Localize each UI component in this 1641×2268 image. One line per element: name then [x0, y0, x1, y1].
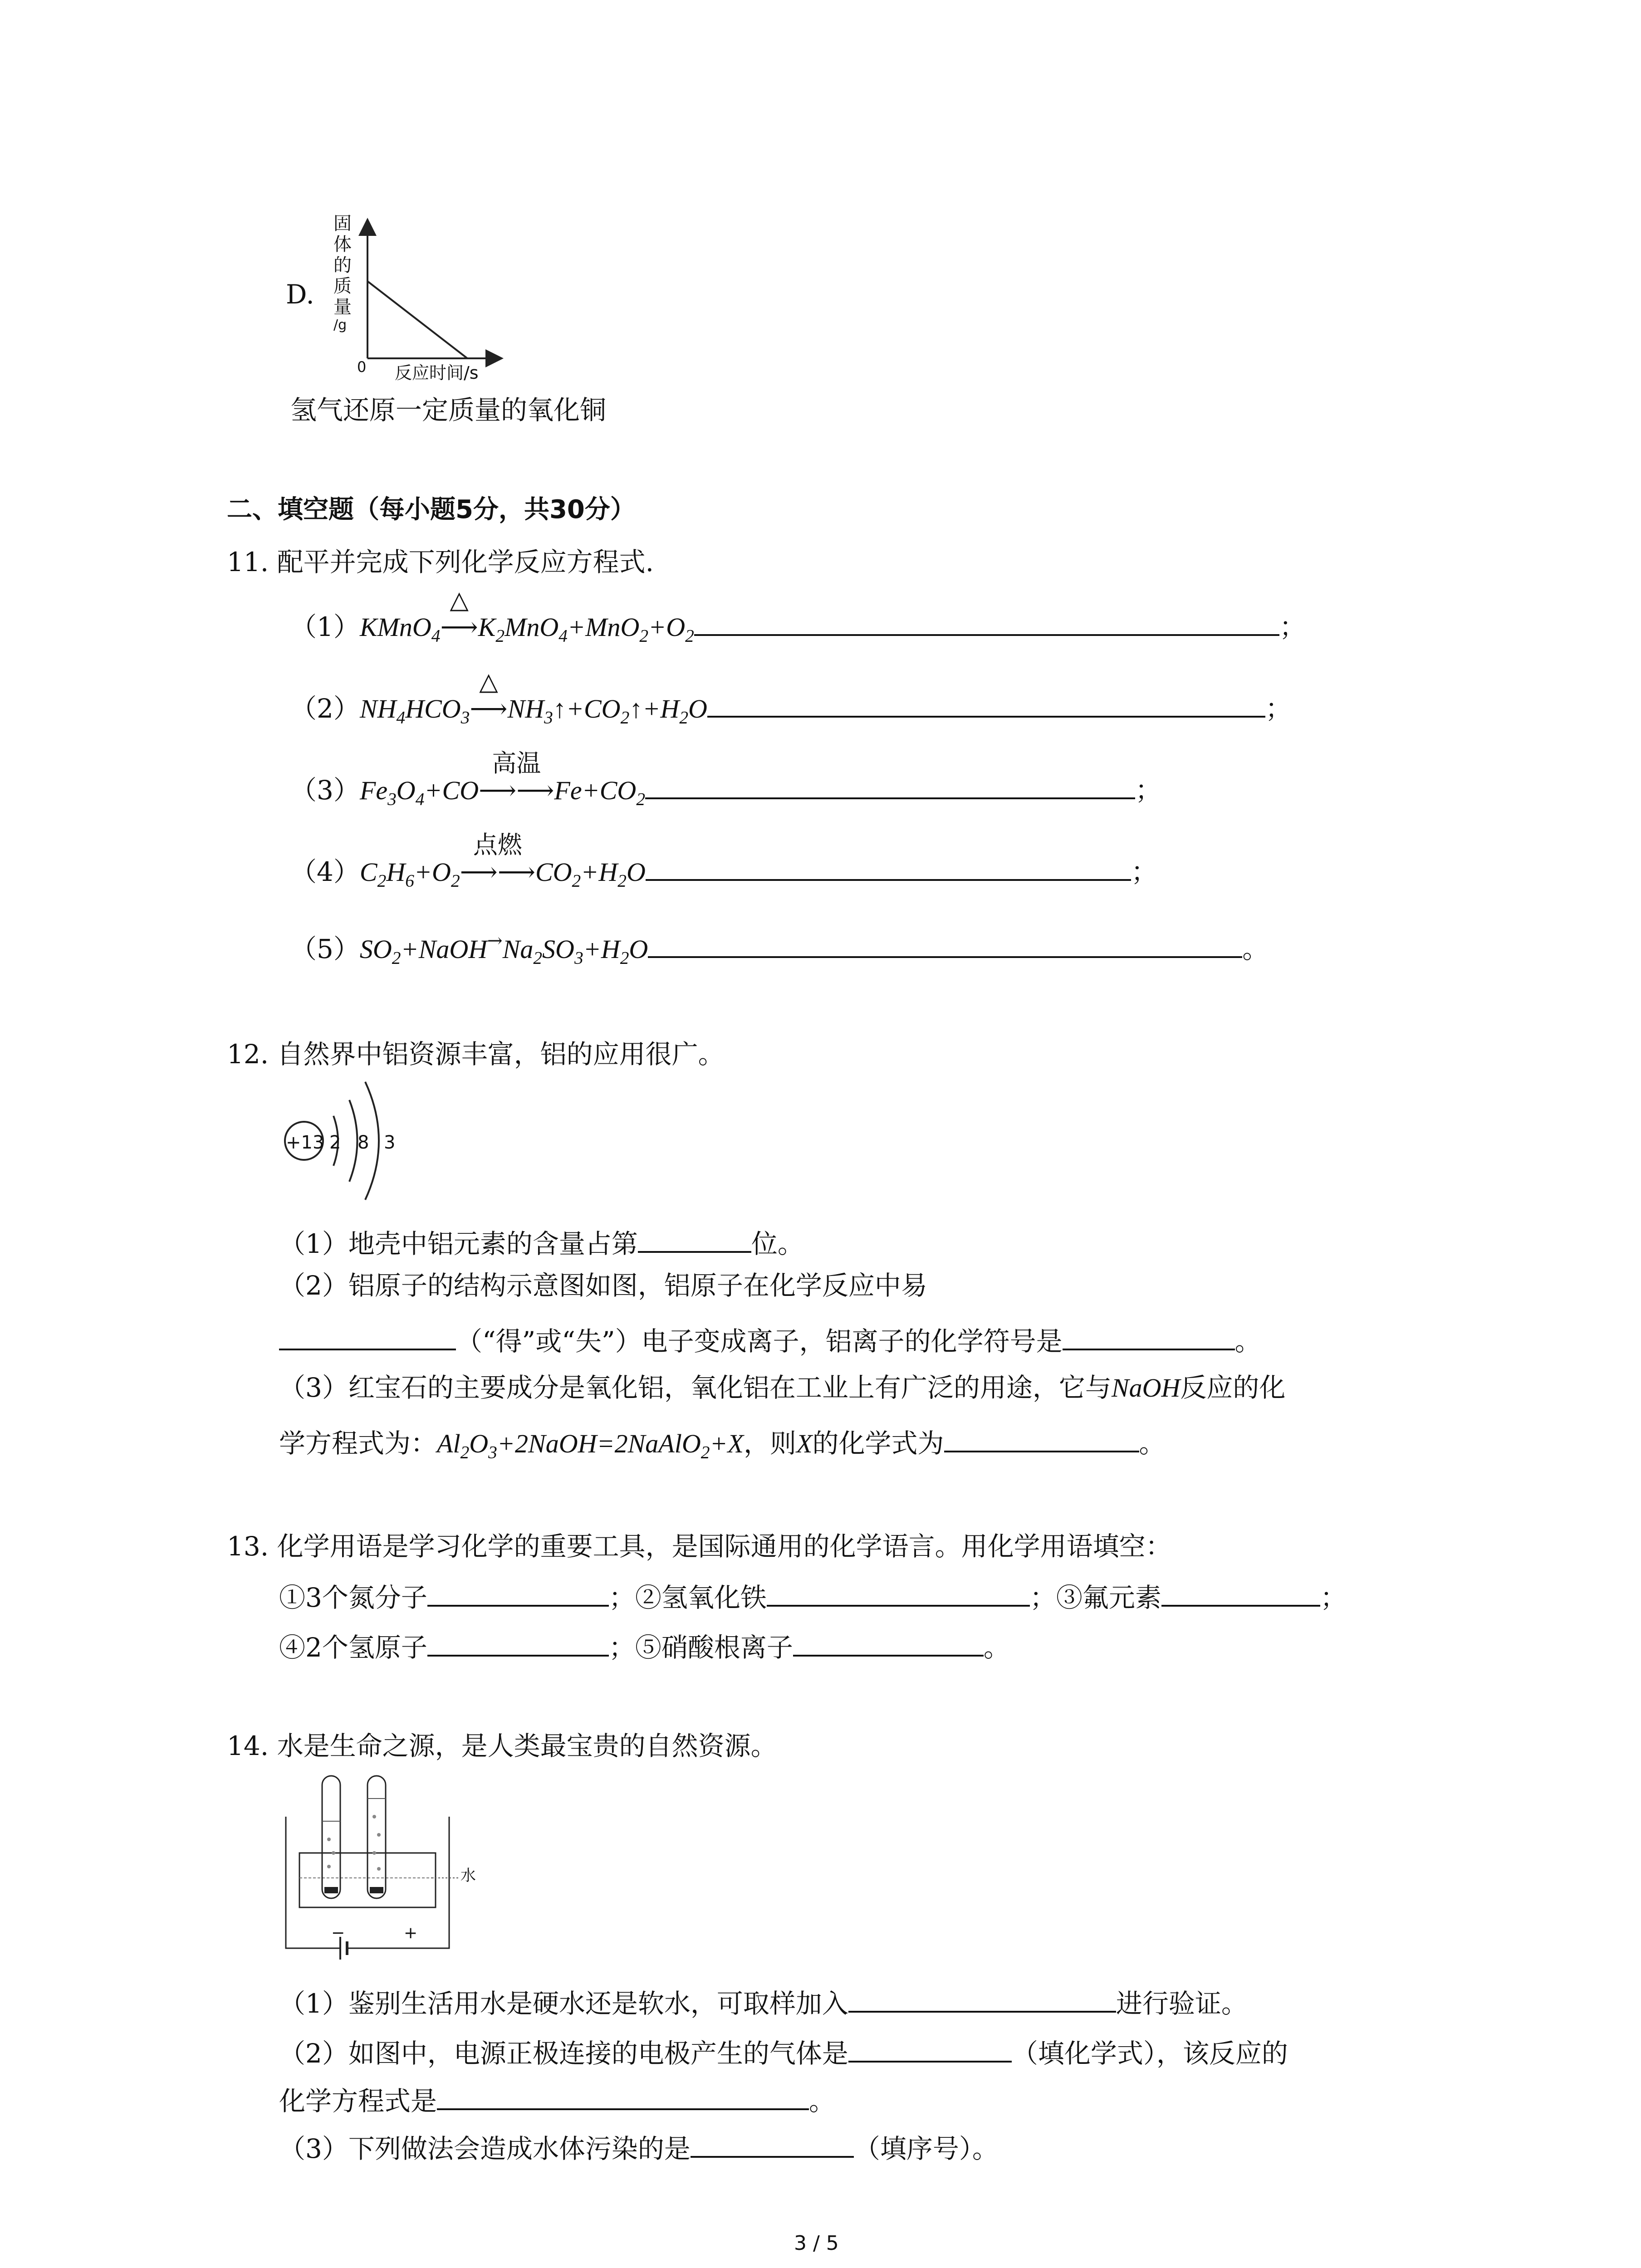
option-d-label: D. [286, 279, 314, 310]
q13-blank-4[interactable] [427, 1628, 609, 1657]
q14-p1: （1）鉴别生活用水是硬水还是软水，可取样加入 进行验证。 [279, 1984, 1248, 2020]
q11-item-3: $(3)Fe_3O_4+CO$ 高温 $⟶⟶Fe+CO_2$ ； [290, 748, 1162, 809]
q13-line-2: ④2个氢原子 ；⑤硝酸根离子 。 [279, 1628, 1010, 1664]
q14-p2: （2）如图中，电源正极连接的电极产生的气体是 （填化学式），该反应的 [279, 2034, 1288, 2070]
q11-blank-4[interactable] [646, 853, 1131, 881]
chart-origin: 0 [357, 358, 367, 376]
shell-3-count: 3 [384, 1132, 396, 1153]
q12-p3: （3）红宝石的主要成分是氧化铝，氧化铝在工业上有广泛的用途，它与NaOH反应的化 [279, 1372, 1286, 1403]
q11-blank-2[interactable] [707, 689, 1265, 718]
q11-blank-3[interactable] [645, 771, 1135, 799]
electrolysis-apparatus [277, 1767, 490, 1966]
right-tube [367, 1776, 386, 1898]
q11-item-1: （1）KMnO$_4$ △ $⟶K_2MnO_4+MnO_2+O_2$ ； [290, 585, 1306, 646]
right-electrode [370, 1887, 383, 1893]
shell-2-count: 8 [358, 1132, 369, 1153]
q11-stem: 11. 配平并完成下列化学反应方程式. [227, 547, 654, 577]
water-label: 水 [460, 1867, 476, 1885]
q14-blank-4[interactable] [691, 2130, 854, 2158]
q11-item-2: $(2)NH_4HCO_3$ △ $⟶NH_3↑+CO_2↑+H_2O$ ； [290, 667, 1292, 728]
page-number: 3 / 5 [794, 2232, 839, 2255]
q13-blank-2[interactable] [767, 1579, 1030, 1607]
data-line [367, 281, 467, 358]
q14-blank-1[interactable] [848, 1984, 1116, 2013]
q14-p3: （3）下列做法会造成水体污染的是 （填序号）。 [279, 2130, 999, 2165]
shell-2 [349, 1100, 358, 1182]
nucleus-charge: +13 [286, 1132, 324, 1153]
q12-p2-cont: （“得”或“失”）电子变成离子，铝离子的化学符号是 。 [279, 1322, 1261, 1358]
x-axis-label: 反应时间/s [395, 363, 479, 383]
q14-p2-cont: 化学方程式是 。 [279, 2082, 835, 2117]
q13-blank-3[interactable] [1161, 1579, 1320, 1607]
q13-stem: 13. 化学用语是学习化学的重要工具，是国际通用的化学语言。用化学用语填空： [227, 1531, 1172, 1562]
q12-p2: （2）铝原子的结构示意图如图，铝原子在化学反应中易 [279, 1270, 927, 1301]
q13-blank-5[interactable] [793, 1628, 984, 1657]
trough [286, 1817, 336, 1948]
plus-label: + [404, 1924, 418, 1942]
minus-label: − [331, 1924, 345, 1942]
section-title: 二、填空题（每小题5分，共30分） [227, 495, 636, 524]
q11-blank-1[interactable] [694, 608, 1279, 636]
shell-1-count: 2 [329, 1132, 341, 1153]
q13-blank-1[interactable] [427, 1579, 609, 1607]
q13-line-1: ①3个氮分子 ；②氢氧化铁 ；③氟元素 ； [279, 1579, 1347, 1614]
q11-item-4: $(4)C_2H_6+O_2$ 点燃 $⟶⟶CO_2+H_2O$ ； [290, 830, 1157, 891]
q12-blank-4[interactable] [944, 1424, 1139, 1452]
left-electrode [324, 1887, 338, 1893]
q12-p3-cont: 学方程式为：$Al_2O_3+2NaOH=2NaAlO_2+X$，则X的化学式为 。 [279, 1424, 1166, 1463]
left-tube [322, 1776, 340, 1898]
q12-blank-2[interactable] [279, 1322, 456, 1350]
y-axis-label: 固 体 的 质 量 /g [333, 213, 352, 333]
option-d-caption: 氢气还原一定质量的氧化铜 [290, 395, 607, 425]
q12-blank-3[interactable] [1063, 1322, 1235, 1350]
q12-stem: 12. 自然界中铝资源丰富，铝的应用很广。 [227, 1039, 725, 1070]
q12-blank-1[interactable] [638, 1225, 751, 1253]
q11-blank-5[interactable] [648, 930, 1242, 958]
q14-blank-3[interactable] [437, 2082, 809, 2110]
q14-blank-2[interactable] [848, 2034, 1012, 2063]
q11-item-5: $(5)SO_2+NaOH^\to Na_2SO_3+H_2O$ 。 [290, 930, 1269, 968]
q14-stem: 14. 水是生命之源，是人类最宝贵的自然资源。 [227, 1730, 777, 1761]
q12-p1: （1）地壳中铝元素的含量占第 位。 [279, 1225, 804, 1260]
